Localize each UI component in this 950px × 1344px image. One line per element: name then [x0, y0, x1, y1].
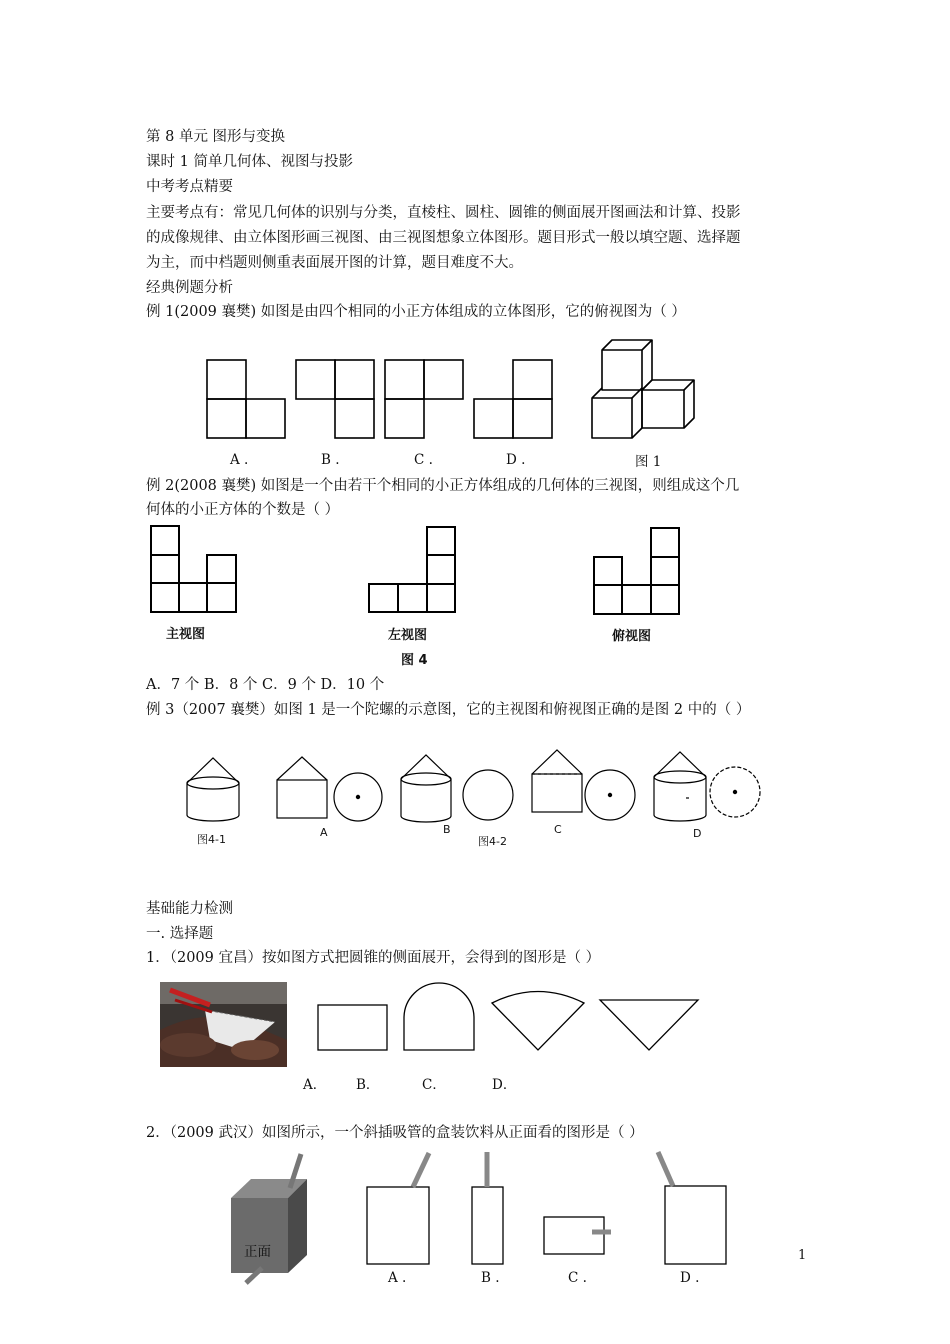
ex2-left-view [369, 527, 455, 612]
ex2-view-label: 主视图 [166, 627, 206, 642]
q1-option-label: A． [303, 1077, 327, 1093]
ex2-front-view [151, 526, 236, 612]
ex1-option-a-figure [207, 360, 285, 438]
q2-question: 2．（2009 武汉）如图所示，一个斜插吸管的盒装饮料从正面看的图形是（ ） [146, 1125, 644, 1141]
example2-question: 例 2(2008 襄樊) 如图是一个由若干个相同的小正方体组成的几何体的三视图，则组成这个几 [146, 478, 740, 494]
ex1-option-c-figure [385, 360, 463, 438]
ex3-option-label: B [443, 823, 451, 836]
ex3-fig1-label: 图4-1 [197, 833, 226, 846]
ex3-option-a [277, 757, 382, 821]
ex3-top-figure [187, 758, 239, 821]
q2-drink-box [231, 1154, 307, 1283]
q1-figures [0, 980, 950, 1080]
ex1-figure-label: 图 1 [635, 454, 662, 470]
ex1-option-label: B . [321, 452, 340, 468]
q1-option-label: C． [422, 1077, 446, 1093]
ex2-figure-label: 图 4 [401, 653, 428, 668]
ex2-view-label: 左视图 [388, 628, 428, 643]
q2-option-label: C . [568, 1270, 587, 1286]
ex3-option-b [401, 755, 513, 822]
q2-option-d-shape [658, 1152, 726, 1264]
ex2-view-label: 俯视图 [612, 629, 652, 644]
ex1-option-b-figure [296, 360, 374, 438]
ex3-fig2-label: 图4-2 [478, 835, 507, 848]
ex1-option-label: D . [506, 452, 526, 468]
page-number: 1 [798, 1248, 807, 1263]
ex1-option-d-figure [474, 360, 552, 438]
summary-line: 的成像规律、由立体图形画三视图、由三视图想象立体图形。题目形式一般以填空题、选择题 [146, 230, 741, 246]
q1-option-label: D． [492, 1077, 517, 1093]
summary-line: 为主，而中档题则侧重表面展开图的计算，题目难度不大。 [146, 255, 523, 271]
q2-figures [0, 1148, 950, 1288]
q2-option-label: D . [680, 1270, 700, 1286]
ex3-option-label: A [320, 826, 328, 839]
ex3-option-label: C [554, 823, 562, 836]
section-heading-examples: 经典例题分析 [146, 280, 233, 296]
q2-option-a-shape [367, 1153, 429, 1264]
example1-option-figures [0, 330, 950, 490]
example3-spinning-top-figures [0, 740, 950, 850]
q2-option-label: A . [388, 1270, 407, 1286]
example3-question: 例 3（2007 襄樊）如图 1 是一个陀螺的示意图，它的主视图和俯视图正确的是图 2 中的（ ） [146, 702, 751, 718]
q2-front-label: 正面 [244, 1244, 271, 1260]
section-heading-points: 中考考点精要 [146, 179, 233, 195]
q1-option-a-shape [318, 1005, 387, 1050]
unit-title: 第 8 单元 图形与变换 [146, 129, 286, 145]
ex1-option-label: C . [414, 452, 433, 468]
part-heading: 一. 选择题 [146, 926, 214, 942]
ex2-top-view [594, 528, 679, 614]
q1-option-b-shape [404, 983, 474, 1050]
ex3-option-d [654, 752, 760, 821]
q1-option-c-shape [492, 992, 584, 1051]
ex1-cube-figure [592, 340, 694, 438]
example1-question: 例 1(2009 襄樊) 如图是由四个相同的小正方体组成的立体图形，它的俯视图为（ ） [146, 304, 686, 320]
ex1-option-label: A . [230, 452, 249, 468]
example2-three-views [0, 520, 950, 620]
lesson-title: 课时 1 简单几何体、视图与投影 [146, 154, 353, 170]
ex3-option-c [532, 750, 635, 820]
summary-line: 主要考点有：常见几何体的识别与分类，直棱柱、圆柱、圆锥的侧面展开图画法和计算、投影 [146, 205, 741, 221]
q1-photo-cone-cutting [160, 982, 287, 1067]
q1-question: 1．（2009 宜昌）按如图方式把圆锥的侧面展开，会得到的图形是（ ） [146, 950, 601, 966]
ex3-option-label: D [693, 827, 702, 840]
q1-option-label: B． [356, 1077, 380, 1093]
q2-option-label: B . [481, 1270, 500, 1286]
q1-option-d-shape [600, 1000, 698, 1050]
example2-answers: A．7 个 B．8 个 C．9 个 D．10 个 [146, 677, 385, 693]
example2-question: 何体的小正方体的个数是（ ） [146, 502, 340, 518]
q2-option-c-shape [544, 1217, 611, 1254]
section-heading-basic: 基础能力检测 [146, 901, 233, 917]
q2-option-b-shape [472, 1152, 503, 1264]
